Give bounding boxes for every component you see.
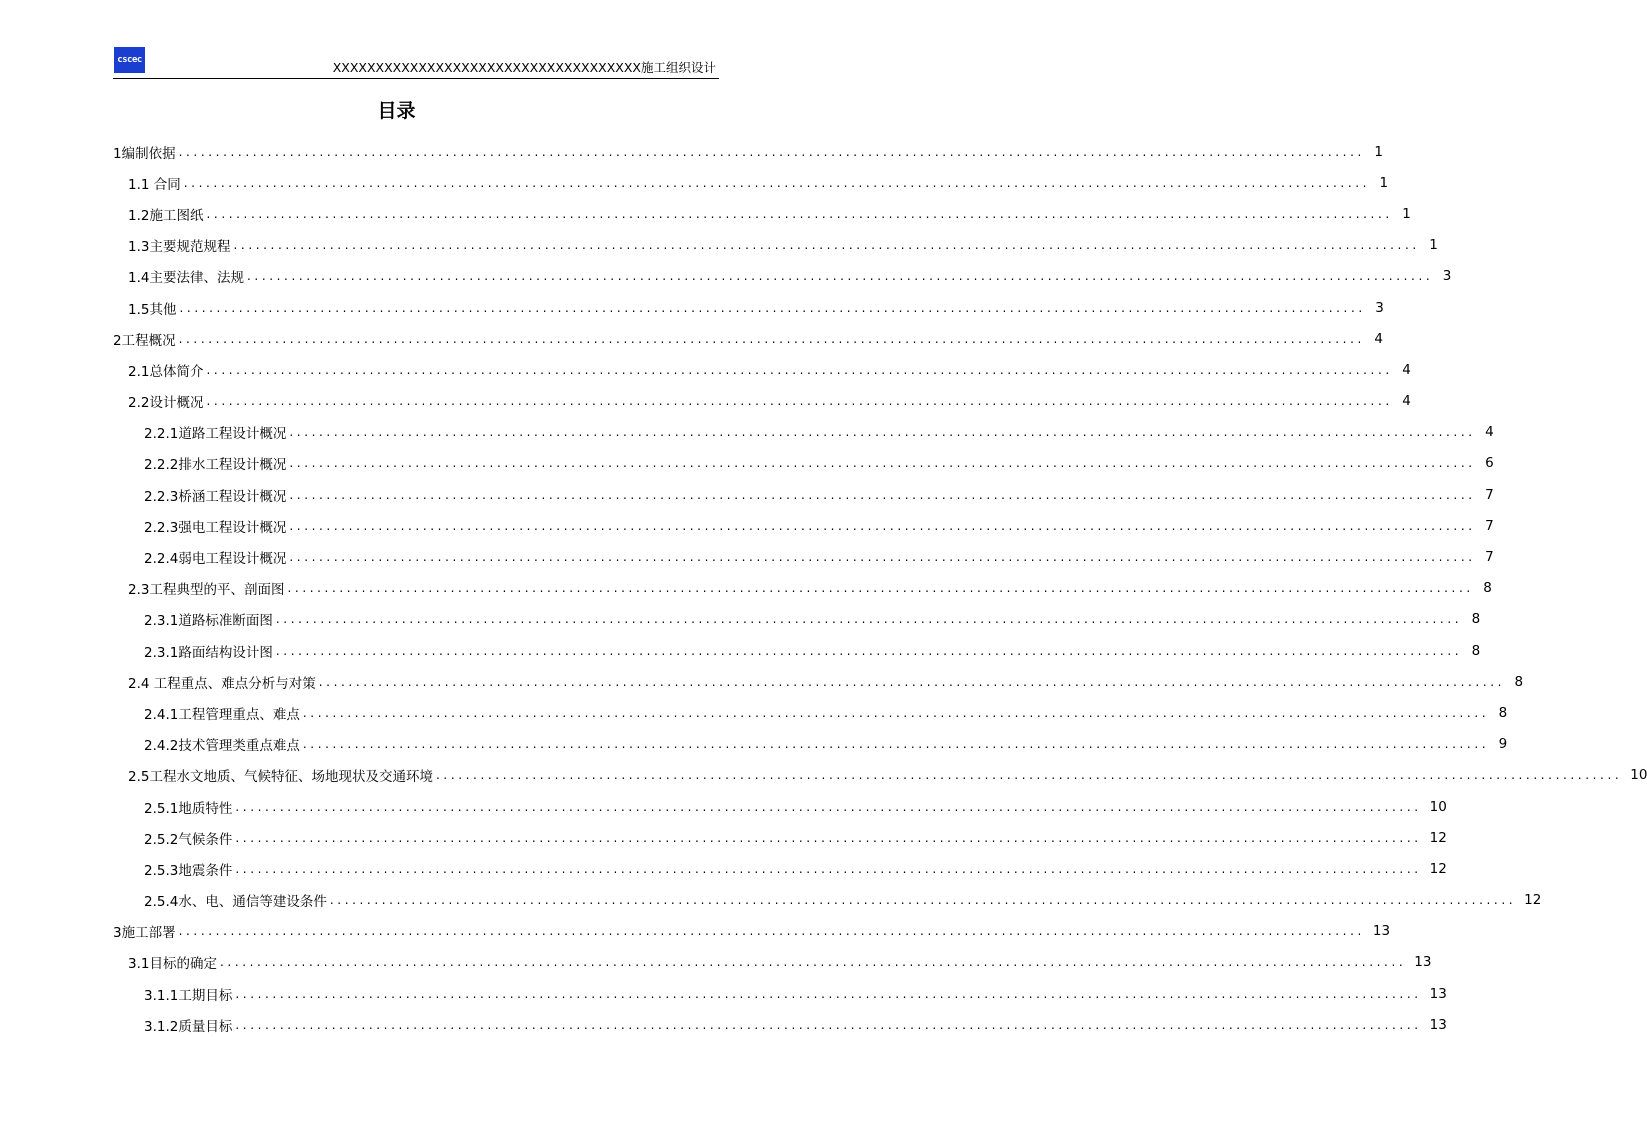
toc-entry-page: 8	[1483, 580, 1492, 597]
toc-dot-leader: ................................................................................................................................................................	[289, 425, 1476, 440]
toc-dot-leader: ................................................................................................................................................................	[206, 206, 1393, 221]
toc-entry-label: 1.5其他	[128, 301, 177, 318]
toc-entry[interactable]	[113, 822, 1447, 853]
toc-dot-leader: ................................................................................................................................................................	[233, 238, 1420, 253]
toc-entry-page: 6	[1485, 455, 1494, 472]
toc-entry-label: 2.4.2技术管理类重点难点	[144, 738, 300, 755]
toc-dot-leader: ................................................................................................................................................................	[206, 362, 1393, 377]
toc-dot-leader: ................................................................................................................................................................	[178, 924, 1365, 939]
toc-entry[interactable]	[113, 635, 1481, 666]
toc-entry-page: 4	[1402, 393, 1411, 410]
toc-dot-leader: ................................................................................................................................................................	[287, 581, 1474, 596]
toc-dot-leader: ................................................................................................................................................................	[219, 955, 1407, 970]
toc-entry-label: 2.5.2气候条件	[144, 831, 233, 848]
toc-entry-label: 2.3.1道路标准断面图	[144, 613, 273, 630]
toc-entry-page: 13	[1429, 985, 1447, 1002]
toc-entry[interactable]	[113, 697, 1508, 728]
toc-dot-leader: ................................................................................................................................................................	[235, 861, 1422, 876]
toc-entry[interactable]	[113, 198, 1411, 229]
toc-dot-leader: ................................................................................................................................................................	[318, 674, 1506, 689]
toc-entry[interactable]	[113, 573, 1492, 604]
toc-entry-label: 2.5工程水文地质、气候特征、场地现状及交通环境	[128, 769, 433, 786]
toc-entry[interactable]	[113, 417, 1494, 448]
toc-entry-page: 1	[1379, 174, 1389, 191]
toc-entry-label: 2.2.2排水工程设计概况	[144, 457, 287, 474]
toc-entry-label: 2.4.1工程管理重点、难点	[144, 706, 300, 723]
toc-entry-label: 1编制依据	[113, 145, 176, 162]
toc-dot-leader: ................................................................................................................................................................	[289, 518, 1476, 533]
toc-entry[interactable]	[113, 760, 1647, 791]
toc-entry[interactable]	[113, 604, 1481, 635]
toc-entry-label: 1.2施工图纸	[128, 207, 204, 224]
toc-entry[interactable]	[113, 261, 1452, 292]
toc-dot-leader: ................................................................................................................................................................	[289, 487, 1476, 502]
toc-dot-leader: ................................................................................................................................................................	[235, 986, 1422, 1001]
toc-entry[interactable]	[113, 386, 1411, 417]
toc-dot-leader: ................................................................................................................................................................	[246, 269, 1434, 284]
toc-entry-label: 2.5.1地质特性	[144, 800, 233, 817]
toc-entry-page: 7	[1485, 549, 1494, 566]
logo-text: cscec	[117, 54, 142, 65]
toc-entry[interactable]	[113, 541, 1494, 572]
toc-entry-page: 4	[1374, 330, 1383, 347]
toc-entry-page: 12	[1429, 829, 1447, 846]
toc-dot-leader: ................................................................................................................................................................	[178, 331, 1365, 346]
toc-entry-label: 2.2设计概况	[128, 395, 204, 412]
toc-entry-label: 2.1总体简介	[128, 363, 204, 380]
toc-entry-label: 2.5.3地震条件	[144, 862, 233, 879]
toc-entry[interactable]	[113, 853, 1447, 884]
toc-entry-page: 1	[1402, 205, 1411, 222]
toc-entry-page: 13	[1372, 923, 1391, 940]
toc-entry-page: 8	[1471, 611, 1481, 628]
toc-entry[interactable]	[113, 978, 1447, 1009]
toc-entry-label: 1.1 合同	[128, 176, 181, 193]
toc-entry[interactable]	[113, 947, 1432, 978]
toc-entry-label: 3.1.1工期目标	[144, 987, 233, 1004]
toc-entry-page: 13	[1414, 954, 1432, 971]
header-divider	[113, 78, 719, 79]
toc-entry[interactable]	[113, 354, 1411, 385]
toc-dot-leader: ................................................................................................................................................................	[235, 1017, 1422, 1032]
toc-entry-label: 2.2.1道路工程设计概况	[144, 426, 287, 443]
toc-entry-page: 13	[1429, 1016, 1447, 1033]
toc-entry[interactable]	[113, 916, 1391, 947]
toc-entry[interactable]	[113, 510, 1494, 541]
toc-entry-page: 8	[1514, 673, 1524, 690]
toc-entry-page: 8	[1471, 642, 1481, 659]
toc-entry-page: 12	[1524, 892, 1542, 909]
toc-dot-leader: ................................................................................................................................................................	[235, 799, 1422, 814]
toc-entry[interactable]	[113, 729, 1508, 760]
toc-entry-page: 7	[1485, 517, 1494, 534]
toc-entry-page: 4	[1485, 424, 1494, 441]
toc-entry-label: 1.4主要法律、法规	[128, 270, 244, 287]
toc-entry-label: 2.5.4水、电、通信等建设条件	[144, 894, 327, 911]
toc-entry-label: 3施工部署	[113, 925, 176, 942]
toc-dot-leader: ................................................................................................................................................................	[178, 144, 1365, 159]
company-logo	[114, 47, 145, 73]
toc-entry[interactable]	[113, 323, 1383, 354]
toc-entry-page: 10	[1630, 767, 1647, 784]
toc-entry-label: 2.2.3桥涵工程设计概况	[144, 488, 287, 505]
toc-dot-leader: ................................................................................................................................................................	[289, 456, 1476, 471]
toc-entry-label: 2.3.1路面结构设计图	[144, 644, 273, 661]
toc-entry[interactable]	[113, 292, 1384, 323]
toc-entry-page: 8	[1498, 704, 1508, 721]
toc-entry[interactable]	[113, 230, 1438, 261]
toc-dot-leader: ................................................................................................................................................................	[179, 300, 1366, 315]
toc-entry-label: 2.2.4弱电工程设计概况	[144, 551, 287, 568]
toc-entry-label: 3.1目标的确定	[128, 956, 217, 973]
toc-entry-page: 1	[1429, 237, 1438, 254]
document-header-title: XXXXXXXXXXXXXXXXXXXXXXXXXXXXXXXXXXXX施工组织设计	[332, 60, 716, 75]
toc-entry[interactable]	[113, 167, 1389, 198]
toc-title: 目录	[377, 100, 416, 122]
toc-entry-label: 2.3工程典型的平、剖面图	[128, 582, 285, 599]
toc-dot-leader: ................................................................................................................................................................	[329, 893, 1517, 908]
toc-entry[interactable]	[113, 666, 1524, 697]
toc-entry-label: 3.1.2质量目标	[144, 1018, 233, 1035]
toc-entry-page: 10	[1429, 798, 1447, 815]
toc-entry[interactable]	[113, 136, 1383, 167]
toc-entry[interactable]	[113, 791, 1447, 822]
table-of-contents	[113, 136, 1647, 1040]
toc-dot-leader: ................................................................................................................................................................	[435, 768, 1623, 783]
toc-entry[interactable]	[113, 1009, 1447, 1040]
toc-entry-page: 3	[1375, 299, 1384, 316]
toc-entry[interactable]	[113, 448, 1494, 479]
toc-dot-leader: ................................................................................................................................................................	[302, 705, 1490, 720]
toc-entry[interactable]	[113, 479, 1494, 510]
toc-entry-page: 7	[1485, 486, 1494, 503]
toc-entry-label: 2.2.3强电工程设计概况	[144, 519, 287, 536]
toc-dot-leader: ................................................................................................................................................................	[289, 550, 1476, 565]
toc-dot-leader: ................................................................................................................................................................	[206, 394, 1393, 409]
toc-entry-page: 3	[1442, 268, 1452, 285]
toc-entry-page: 12	[1429, 860, 1447, 877]
toc-entry-label: 1.3主要规范规程	[128, 239, 231, 256]
toc-dot-leader: ................................................................................................................................................................	[235, 830, 1422, 845]
toc-dot-leader: ................................................................................................................................................................	[275, 612, 1463, 627]
toc-entry-label: 2.4 工程重点、难点分析与对策	[128, 675, 316, 692]
toc-dot-leader: ................................................................................................................................................................	[275, 643, 1463, 658]
toc-entry[interactable]	[113, 885, 1542, 916]
toc-entry-page: 1	[1374, 143, 1383, 160]
toc-entry-page: 4	[1402, 361, 1411, 378]
toc-entry-label: 2工程概况	[113, 332, 176, 349]
toc-dot-leader: ................................................................................................................................................................	[183, 175, 1371, 190]
toc-entry-page: 9	[1498, 736, 1508, 753]
toc-dot-leader: ................................................................................................................................................................	[302, 737, 1490, 752]
